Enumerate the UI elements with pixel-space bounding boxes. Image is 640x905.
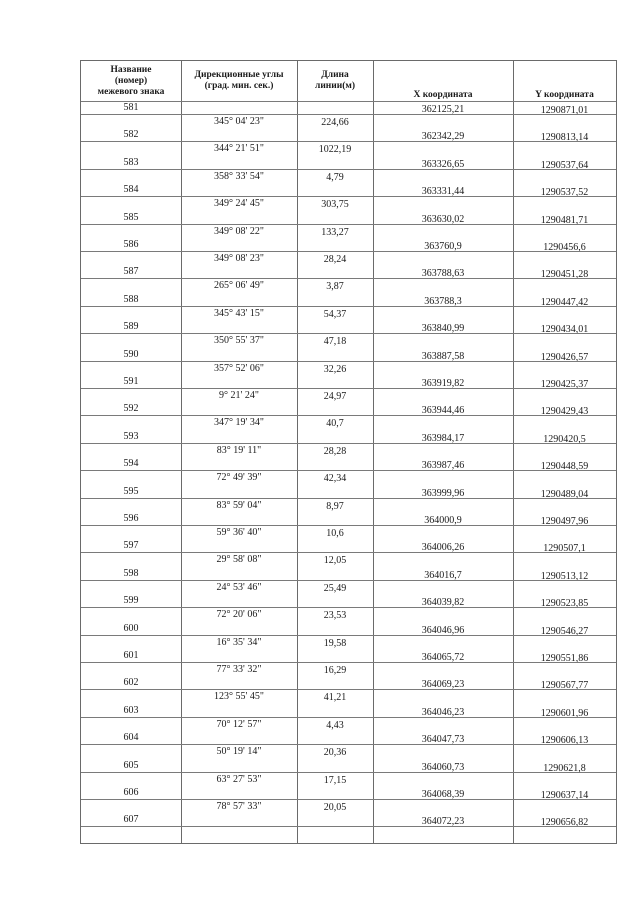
direction-angle-cell: 344° 21' 51" xyxy=(214,143,264,155)
x-coordinate-cell: 363919,82 xyxy=(421,378,465,389)
row-divider xyxy=(81,443,616,444)
row-divider xyxy=(81,799,616,800)
x-coordinate-cell: 363760,9 xyxy=(424,241,462,252)
line-length-cell: 20,36 xyxy=(323,747,347,759)
mark-name-cell: 607 xyxy=(123,814,139,826)
direction-angle-cell: 349° 24' 45" xyxy=(214,198,264,210)
header-y-coordinate: Y координата xyxy=(535,90,594,100)
row-divider xyxy=(81,169,616,170)
row-divider xyxy=(81,826,616,827)
line-length-cell: 19,58 xyxy=(323,637,347,649)
line-length-cell: 17,15 xyxy=(323,774,347,786)
header-direction-angle: Дирекционные углы (град. мин. сек.) xyxy=(194,70,284,91)
y-coordinate-cell: 1290537,64 xyxy=(540,159,589,171)
mark-name-cell: 581 xyxy=(123,102,139,113)
direction-angle-cell: 83° 59' 04" xyxy=(216,499,262,511)
row-divider xyxy=(81,306,616,307)
direction-angle-cell: 70° 12' 57" xyxy=(216,718,262,730)
direction-angle-cell: 29° 58' 08" xyxy=(216,554,262,566)
column-divider xyxy=(373,61,374,843)
row-divider xyxy=(81,772,616,773)
direction-angle-cell: 345° 04' 23" xyxy=(214,116,264,127)
y-coordinate-cell: 1290425,37 xyxy=(540,379,589,390)
mark-name-cell: 591 xyxy=(123,376,139,387)
row-divider xyxy=(81,278,616,279)
line-length-cell: 32,26 xyxy=(323,363,347,375)
line-length-cell: 133,27 xyxy=(321,226,349,238)
mark-name-cell: 594 xyxy=(123,458,139,470)
header-line-length: Длина линии(м) xyxy=(314,70,356,91)
x-coordinate-cell: 363944,46 xyxy=(421,405,465,417)
y-coordinate-cell: 1290481,71 xyxy=(540,214,589,226)
x-coordinate-cell: 362342,29 xyxy=(421,131,465,143)
x-coordinate-cell: 363999,96 xyxy=(421,487,465,499)
mark-name-cell: 595 xyxy=(123,485,139,497)
line-length-cell: 23,53 xyxy=(323,610,347,622)
y-coordinate-cell: 1290456,6 xyxy=(543,242,586,253)
y-coordinate-cell: 1290621,8 xyxy=(543,762,586,774)
mark-name-cell: 598 xyxy=(123,567,139,579)
header-mark-name: Название (номер) межевого знака xyxy=(97,64,165,97)
row-divider xyxy=(81,689,616,690)
mark-name-cell: 586 xyxy=(123,239,139,250)
y-coordinate-cell: 1290497,96 xyxy=(540,516,589,527)
line-length-cell: 1022,19 xyxy=(318,144,352,156)
line-length-cell: 20,05 xyxy=(323,802,347,813)
mark-name-cell: 589 xyxy=(123,321,139,333)
mark-name-cell: 599 xyxy=(123,595,139,607)
row-divider xyxy=(81,388,616,389)
row-divider xyxy=(81,635,616,636)
row-divider xyxy=(81,141,616,142)
mark-name-cell: 596 xyxy=(123,513,139,524)
y-coordinate-cell: 1290489,04 xyxy=(540,488,589,500)
mark-name-cell: 600 xyxy=(123,622,139,634)
direction-angle-cell: 24° 53' 46" xyxy=(216,581,262,593)
row-divider xyxy=(81,607,616,608)
x-coordinate-cell: 364006,26 xyxy=(421,542,465,554)
direction-angle-cell: 78° 57' 33" xyxy=(216,801,262,812)
x-coordinate-cell: 363788,3 xyxy=(424,295,462,307)
direction-angle-cell: 59° 36' 40" xyxy=(216,527,262,538)
y-coordinate-cell: 1290451,28 xyxy=(540,269,589,281)
row-divider xyxy=(81,114,616,115)
direction-angle-cell: 83° 19' 11" xyxy=(216,444,262,456)
mark-name-cell: 592 xyxy=(123,403,139,415)
mark-name-cell: 584 xyxy=(123,184,139,196)
x-coordinate-cell: 363326,65 xyxy=(421,158,465,170)
row-divider xyxy=(81,470,616,471)
mark-name-cell: 601 xyxy=(123,650,139,661)
row-divider xyxy=(81,196,616,197)
mark-name-cell: 585 xyxy=(123,211,139,223)
mark-name-cell: 606 xyxy=(123,787,139,798)
line-length-cell: 10,6 xyxy=(326,528,344,539)
row-divider xyxy=(81,498,616,499)
line-length-cell: 54,37 xyxy=(323,308,347,320)
line-length-cell: 8,97 xyxy=(326,500,344,512)
mark-name-cell: 593 xyxy=(123,430,139,442)
line-length-cell: 224,66 xyxy=(321,117,349,128)
y-coordinate-cell: 1290447,42 xyxy=(540,296,589,308)
x-coordinate-cell: 363887,58 xyxy=(421,350,465,362)
line-length-cell: 303,75 xyxy=(321,199,349,211)
row-divider xyxy=(81,224,616,225)
direction-angle-cell: 72° 20' 06" xyxy=(216,609,262,621)
mark-name-cell: 583 xyxy=(123,156,139,168)
row-divider xyxy=(81,744,616,745)
direction-angle-cell: 16° 35' 34" xyxy=(216,636,262,648)
direction-angle-cell: 77° 33' 32" xyxy=(216,664,262,675)
row-divider xyxy=(81,415,616,416)
row-divider xyxy=(81,525,616,526)
direction-angle-cell: 350° 55' 37" xyxy=(214,335,264,347)
y-coordinate-cell: 1290448,59 xyxy=(540,461,589,473)
direction-angle-cell: 349° 08' 22" xyxy=(214,225,264,237)
x-coordinate-cell: 364065,72 xyxy=(421,652,465,663)
y-coordinate-cell: 1290637,14 xyxy=(540,790,589,801)
direction-angle-cell: 349° 08' 23" xyxy=(214,253,264,264)
line-length-cell: 41,21 xyxy=(323,692,347,704)
x-coordinate-cell: 363788,63 xyxy=(421,268,465,280)
x-coordinate-cell: 364060,73 xyxy=(421,761,465,773)
line-length-cell: 16,29 xyxy=(323,665,347,676)
direction-angle-cell: 63° 27' 53" xyxy=(216,773,262,785)
line-length-cell: 24,97 xyxy=(323,391,347,402)
x-coordinate-cell: 363331,44 xyxy=(421,186,465,198)
x-coordinate-cell: 364046,23 xyxy=(421,706,465,718)
mark-name-cell: 588 xyxy=(123,293,139,305)
x-coordinate-cell: 363987,46 xyxy=(421,460,465,472)
mark-name-cell: 602 xyxy=(123,677,139,689)
y-coordinate-cell: 1290420,5 xyxy=(543,433,586,445)
x-coordinate-cell: 364046,96 xyxy=(421,624,465,636)
direction-angle-cell: 345° 43' 15" xyxy=(214,307,264,319)
row-divider xyxy=(81,717,616,718)
y-coordinate-cell: 1290551,86 xyxy=(540,653,589,664)
y-coordinate-cell: 1290507,1 xyxy=(543,543,586,555)
y-coordinate-cell: 1290606,13 xyxy=(540,735,589,747)
y-coordinate-cell: 1290513,12 xyxy=(540,570,589,582)
line-length-cell: 12,05 xyxy=(323,555,347,567)
row-divider xyxy=(81,251,616,252)
x-coordinate-cell: 363840,99 xyxy=(421,323,465,335)
direction-angle-cell: 50° 19' 14" xyxy=(216,746,262,758)
x-coordinate-cell: 362125,21 xyxy=(421,104,465,115)
x-coordinate-cell: 364039,82 xyxy=(421,597,465,609)
y-coordinate-cell: 1290546,27 xyxy=(540,625,589,637)
line-length-cell: 25,49 xyxy=(323,582,347,594)
row-divider xyxy=(81,662,616,663)
y-coordinate-cell: 1290537,52 xyxy=(540,187,589,199)
row-divider xyxy=(81,361,616,362)
direction-angle-cell: 123° 55' 45" xyxy=(214,691,264,703)
direction-angle-cell: 9° 21' 24" xyxy=(219,390,259,401)
y-coordinate-cell: 1290426,57 xyxy=(540,351,589,363)
y-coordinate-cell: 1290429,43 xyxy=(540,406,589,418)
y-coordinate-cell: 1290601,96 xyxy=(540,707,589,719)
x-coordinate-cell: 363984,17 xyxy=(421,432,465,444)
x-coordinate-cell: 363630,02 xyxy=(421,213,465,225)
direction-angle-cell: 265° 06' 49" xyxy=(214,280,264,292)
boundary-marks-table xyxy=(80,60,617,844)
direction-angle-cell: 347° 19' 34" xyxy=(214,417,264,429)
mark-name-cell: 604 xyxy=(123,732,139,744)
y-coordinate-cell: 1290567,77 xyxy=(540,680,589,692)
mark-name-cell: 597 xyxy=(123,540,139,552)
x-coordinate-cell: 364069,23 xyxy=(421,679,465,691)
line-length-cell: 40,7 xyxy=(326,418,344,430)
line-length-cell: 4,43 xyxy=(326,719,344,731)
x-coordinate-cell: 364047,73 xyxy=(421,734,465,746)
line-length-cell: 4,79 xyxy=(326,171,344,183)
line-length-cell: 47,18 xyxy=(323,336,347,348)
mark-name-cell: 582 xyxy=(123,129,139,141)
row-divider xyxy=(81,580,616,581)
y-coordinate-cell: 1290523,85 xyxy=(540,598,589,610)
row-divider xyxy=(81,333,616,334)
y-coordinate-cell: 1290813,14 xyxy=(540,132,589,144)
x-coordinate-cell: 364072,23 xyxy=(421,816,465,828)
line-length-cell: 28,24 xyxy=(323,254,347,265)
mark-name-cell: 605 xyxy=(123,759,139,771)
mark-name-cell: 587 xyxy=(123,266,139,278)
direction-angle-cell: 357° 52' 06" xyxy=(214,362,264,374)
column-divider xyxy=(513,61,514,843)
header-x-coordinate: X координата xyxy=(413,90,473,100)
line-length-cell: 3,87 xyxy=(326,281,344,293)
x-coordinate-cell: 364068,39 xyxy=(421,789,465,800)
x-coordinate-cell: 364000,9 xyxy=(424,515,462,526)
direction-angle-cell: 358° 33' 54" xyxy=(214,170,264,182)
y-coordinate-cell: 1290656,82 xyxy=(540,817,589,829)
row-divider xyxy=(81,552,616,553)
y-coordinate-cell: 1290871,01 xyxy=(540,105,589,116)
line-length-cell: 42,34 xyxy=(323,473,347,485)
line-length-cell: 28,28 xyxy=(323,445,347,457)
mark-name-cell: 603 xyxy=(123,704,139,716)
x-coordinate-cell: 364016,7 xyxy=(424,569,462,581)
mark-name-cell: 590 xyxy=(123,348,139,360)
direction-angle-cell: 72° 49' 39" xyxy=(216,472,262,484)
y-coordinate-cell: 1290434,01 xyxy=(540,324,589,336)
